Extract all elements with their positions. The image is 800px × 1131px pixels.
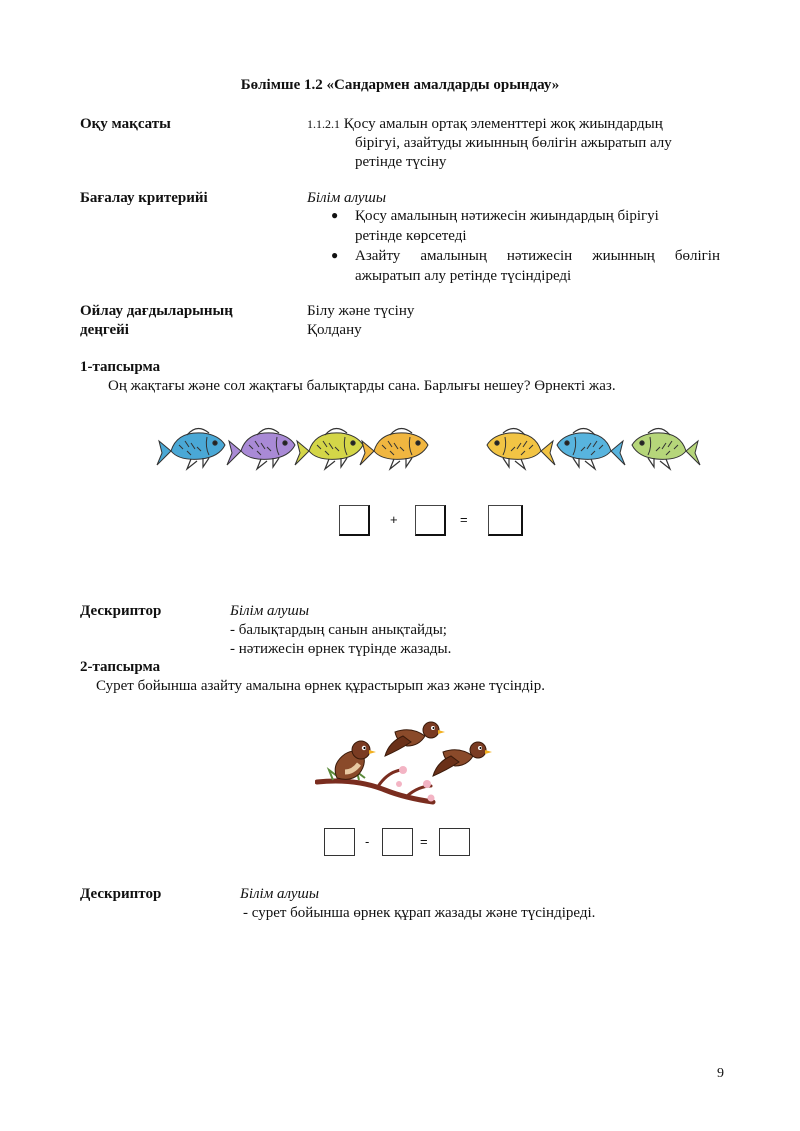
- bird-flying-1: [385, 722, 445, 756]
- task1-heading: 1-тапсырма: [80, 359, 161, 375]
- answer-box-4[interactable]: [324, 828, 355, 856]
- learning-goal-line-1: [307, 114, 663, 135]
- thinking-label-line-1: Ойлау дағдыларының: [80, 303, 233, 319]
- fish-right-2: [557, 428, 625, 469]
- equals-sign-2: =: [420, 834, 428, 849]
- task2-text: Сурет бойынша азайту амалына өрнек құрастырып жаз және түсіндір.: [96, 678, 545, 694]
- bird-flying-2: [433, 742, 492, 776]
- fish-left-4: [360, 428, 428, 469]
- bullet-icon: ●: [331, 208, 339, 222]
- section-title: Бөлімше 1.2 «Сандармен амалдарды орындау»: [240, 77, 560, 93]
- thinking-value-1: Білу және түсіну: [307, 303, 415, 319]
- answer-box-1[interactable]: [339, 505, 370, 536]
- bullet-icon: ●: [331, 248, 339, 262]
- learning-goal-line-3: ретінде түсіну: [355, 154, 447, 170]
- task2-heading: 2-тапсырма: [80, 659, 161, 675]
- assessment-item-1-line-2: ретінде көрсетеді: [355, 228, 467, 244]
- learning-goal-label: Оқу мақсаты: [80, 116, 171, 132]
- birds-illustration: [315, 712, 495, 812]
- bird-sitting: [335, 741, 376, 779]
- descriptor2-label: Дескриптор: [80, 886, 162, 902]
- fish-left-2: [227, 428, 295, 469]
- fish-group-right: [487, 428, 700, 469]
- answer-box-3[interactable]: [488, 505, 523, 536]
- learning-goal-code: 1.1.2.1: [307, 117, 340, 131]
- equals-sign: =: [460, 512, 468, 527]
- task1-text: Оң жақтағы және сол жақтағы балықтарды сана. Барлығы нешеу? Өрнекті жаз.: [108, 378, 616, 394]
- assessment-item-2-line-1: Азайту амалының нәтижесін жиынның бөлігін: [355, 248, 720, 264]
- assessment-intro: Білім алушы: [307, 190, 387, 206]
- learning-goal-line-2: бірігуі, азайтуды жиынның бөлігін ажыратып алу: [355, 135, 672, 151]
- descriptor2-item-1: - сурет бойынша өрнек құрап жазады және түсіндіреді.: [243, 905, 596, 921]
- descriptor1-label: Дескриптор: [80, 603, 162, 619]
- assessment-item-2-line-2: ажыратып алу ретінде түсіндіреді: [355, 268, 572, 284]
- fish-right-1: [487, 428, 555, 469]
- page-number: 9: [717, 1066, 724, 1081]
- assessment-label: Бағалау критерийі: [80, 190, 208, 206]
- descriptor2-intro: Білім алушы: [240, 886, 320, 902]
- assessment-item-1-line-1: Қосу амалының нәтижесін жиындардың бірігуі: [355, 208, 659, 224]
- fish-right-3: [632, 428, 700, 469]
- answer-box-2[interactable]: [415, 505, 446, 536]
- thinking-label-line-2: деңгейі: [80, 322, 129, 338]
- plus-sign: +: [390, 512, 398, 527]
- branch: [317, 766, 435, 802]
- fish-left-3: [295, 428, 363, 469]
- answer-box-6[interactable]: [439, 828, 470, 856]
- fish-group-left: [157, 428, 428, 469]
- learning-goal-text-1: Қосу амалын ортақ элементтері жоқ жиындардың: [343, 116, 663, 132]
- descriptor1-item-1: - балықтардың санын анықтайды;: [230, 622, 447, 638]
- thinking-value-2: Қолдану: [307, 322, 362, 338]
- descriptor1-intro: Білім алушы: [230, 603, 310, 619]
- minus-sign: -: [365, 834, 370, 849]
- answer-box-5[interactable]: [382, 828, 413, 856]
- fish-illustration: [155, 415, 705, 485]
- fish-left-1: [157, 428, 225, 469]
- descriptor1-item-2: - нәтижесін өрнек түрінде жазады.: [230, 641, 452, 657]
